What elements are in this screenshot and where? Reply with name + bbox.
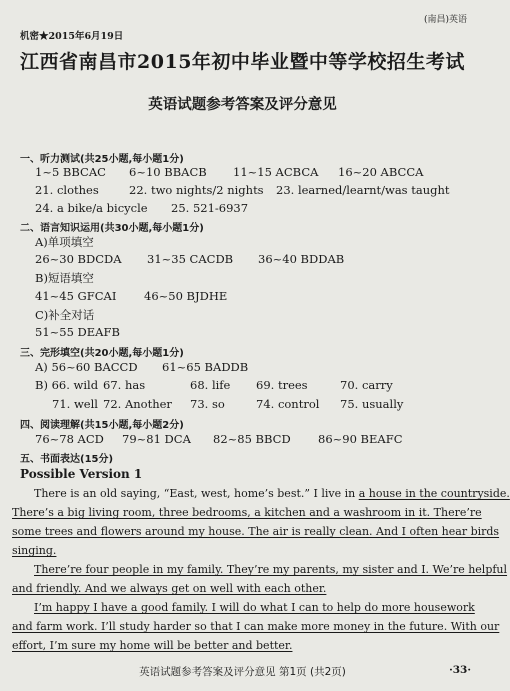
answer-71: 71. well [52, 397, 98, 411]
answer-61-65: 61~65 BADDB [162, 360, 249, 374]
answer-74: 74. control [256, 397, 320, 411]
answer-1-5: 1~5 BBCAC [35, 165, 106, 179]
essay-p1-line4: singing. [12, 544, 57, 557]
page-footer: 英语试题参考答案及评分意见 第1页 (共2页) [139, 666, 346, 678]
answer-86-90: 86~90 BEAFC [318, 432, 403, 446]
essay-p1-line3: some trees and flowers around my house. The air is really clean. And I often hear birds [12, 525, 500, 538]
section2-heading: 二、语言知识运用(共30小题,每小题1分) [20, 223, 204, 234]
answer-26-30: 26~30 BDCDA [35, 252, 122, 266]
answer-16-20: 16~20 ABCCA [338, 165, 424, 179]
answer-36-40: 36~40 BDDAB [258, 252, 345, 266]
answer-68: 68. life [190, 378, 231, 392]
answer-67: 67. has [103, 378, 146, 392]
essay-p1-line1-plain: There is an old saying, “East, west, home’s best.” I live in [34, 487, 359, 500]
essay-p3-line1: I’m happy I have a good family. I will do what I can to help do more housework [34, 601, 475, 614]
answer-73: 73. so [190, 397, 225, 411]
page-number: ·33· [449, 664, 471, 676]
answer-22: 22. two nights/2 nights [129, 183, 264, 197]
section3-heading: 三、完形填空(共20小题,每小题1分) [20, 348, 184, 359]
answer-66: B) 66. wild [35, 378, 99, 392]
answer-11-15: 11~15 ACBCA [233, 165, 319, 179]
answer-79-81: 79~81 DCA [122, 432, 191, 446]
answer-23: 23. learned/learnt/was taught [276, 183, 450, 197]
answer-46-50: 46~50 BJDHE [144, 289, 228, 303]
essay-p3-line3: effort, I’m sure my home will be better and better. [12, 639, 293, 652]
answer-31-35: 31~35 CACDB [147, 252, 234, 266]
section5-heading: 五、书面表达(15分) [20, 454, 114, 465]
answer-56-60: A) 56~60 BACCD [35, 360, 138, 374]
part-b-label: B)短语填空 [35, 271, 94, 285]
section4-heading: 四、阅读理解(共15小题,每小题2分) [20, 420, 184, 431]
page-subtitle: 英语试题参考答案及评分意见 [148, 97, 337, 113]
answer-72: 72. Another [103, 397, 172, 411]
confidential-date: 机密★2015年6月19日 [20, 31, 124, 42]
answer-25: 25. 521-6937 [171, 201, 249, 215]
essay-p2-line2: and friendly. And we always get on well with each other. [12, 582, 327, 595]
essay-p1-line2: There’s a big living room, three bedrooms, a kitchen and a washroom in it. There’re [12, 506, 482, 519]
essay-p1-line1 [34, 487, 510, 500]
essay-p1-line1-underlined: a house in the countryside. [358, 487, 510, 500]
answer-70: 70. carry [340, 378, 393, 392]
answer-51-55: 51~55 DEAFB [35, 325, 120, 339]
essay-p3-line2: and farm work. I’ll study harder so that I can make more money in the future. With our [12, 620, 500, 633]
page-title: 江西省南昌市2015年初中毕业暨中等学校招生考试 [20, 51, 465, 73]
answer-6-10: 6~10 BBACB [129, 165, 207, 179]
answer-69: 69. trees [256, 378, 308, 392]
answer-21: 21. clothes [35, 183, 99, 197]
answer-24: 24. a bike/a bicycle [35, 201, 148, 215]
answer-75: 75. usually [340, 397, 404, 411]
corner-tag: (南昌)英语 [423, 15, 467, 25]
answer-41-45: 41~45 GFCAI [35, 289, 117, 303]
version-title: Possible Version 1 [20, 467, 143, 481]
part-a-label: A)单项填空 [35, 235, 94, 249]
section1-heading: 一、听力测试(共25小题,每小题1分) [20, 154, 184, 165]
part-c-label: C)补全对话 [35, 308, 95, 322]
answer-82-85: 82~85 BBCD [213, 432, 291, 446]
essay-p2-line1: There’re four people in my family. They’re my parents, my sister and I. We’re helpful [34, 563, 508, 576]
answer-76-78: 76~78 ACD [35, 432, 104, 446]
